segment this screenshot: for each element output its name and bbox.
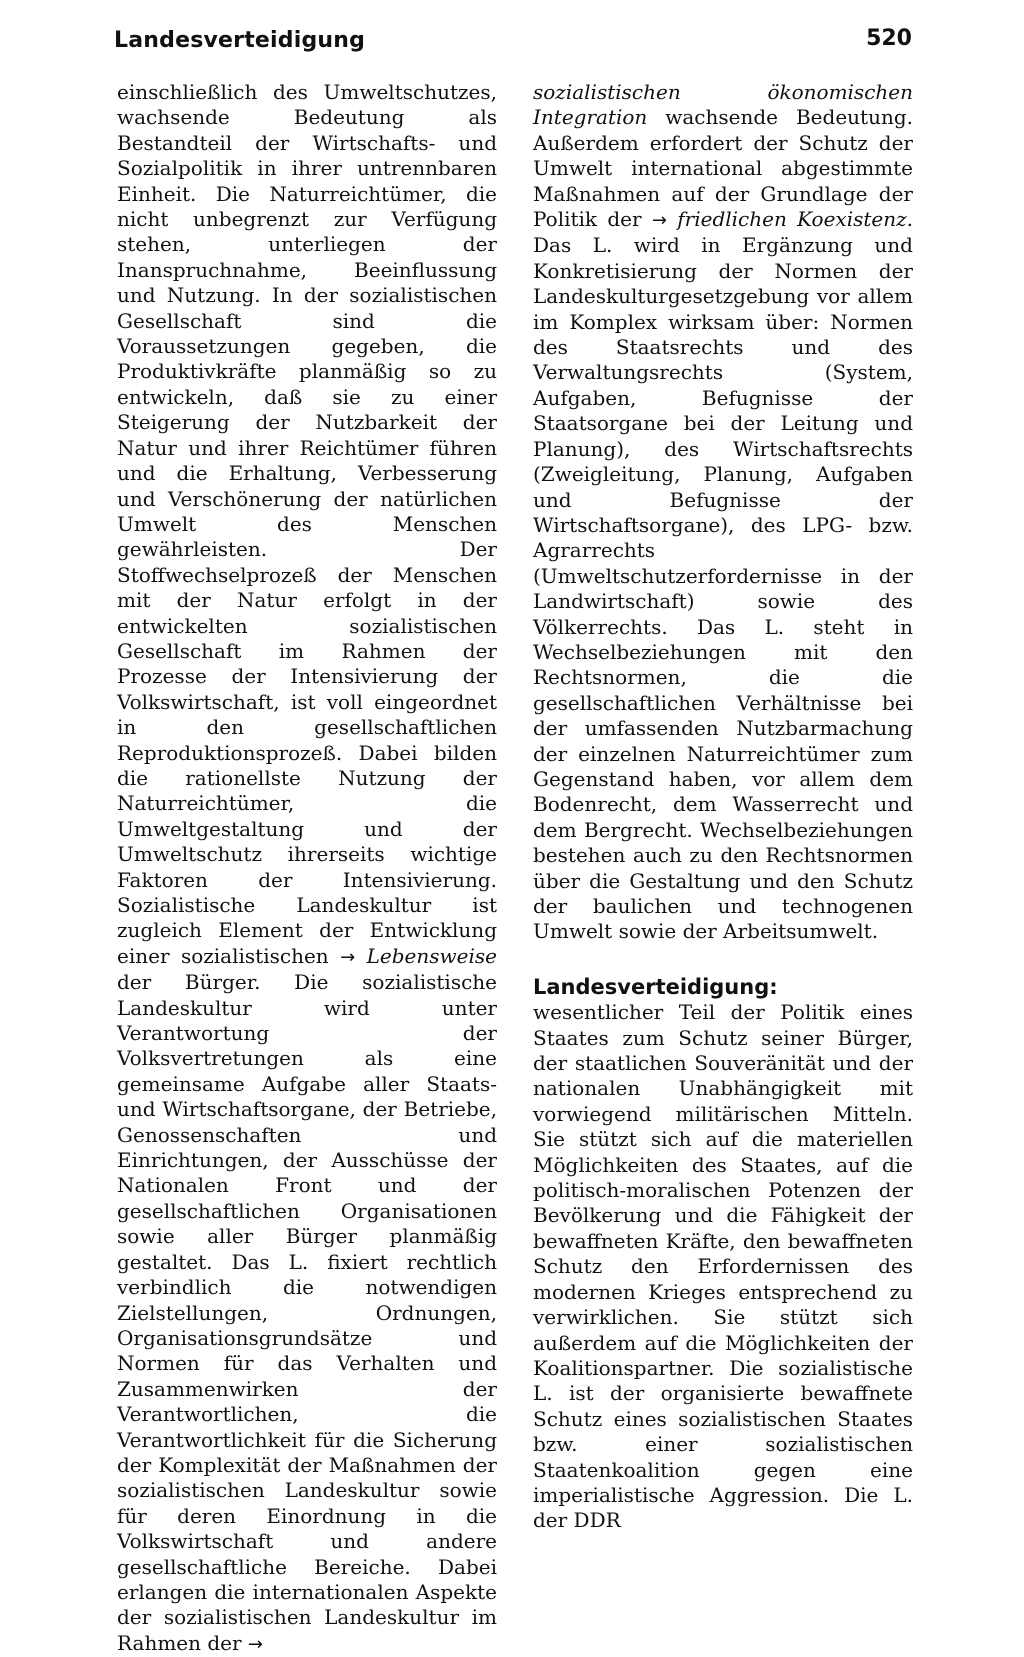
cross-reference-arrow: →: [340, 946, 356, 968]
body-text: wesentlicher Teil der Politik eines Staates zum Schutz seiner Bürger, der staatlichen Souveränität und der nationalen Unabhängigkeit mit vorwiegend militärischen Mitteln. Sie stützt sich auf die materiellen Möglichkeiten des Staates, auf die politisch-moralischen Potenzen der Bevölkerung und die Fähigkeit der bewaffneten Kräfte, den bewaffneten Schutz den Erfordernissen des modernen Krieges entsprechend zu verwirklichen. Sie stützt sich außerdem auf die Möglichkeiten der Koalitionspartner. Die sozialistische L. ist der organisierte bewaffnete Schutz eines sozialistischen Staates bzw. einer sozialistischen Staatenkoalition gegen eine imperialistische Aggression. Die L. der DDR: [533, 1000, 913, 1533]
cross-reference-term: friedlichen Koexistenz.: [677, 207, 914, 232]
body-text: Das L. wird in Ergänzung und Konkretisierung der Normen der Landeskulturgesetzgebung vor allem im Komplex wirksam über: Normen des Staatsrechts und des Verwaltungsrechts (System, Aufgaben, Befugnisse der Staatsorgane bei der Leitung und Planung), des Wirtschaftsrechts (Zweigleitung, Planung, Aufgaben und Befugnisse der Wirtschaftsorgane), des LPG- bzw. Agrarrechts (Umweltschutzerfordernisse in der Landwirtschaft) sowie des Völkerrechts. Das L. steht in Wechselbeziehungen mit den Rechtsnormen, die die gesellschaftlichen Verhältnisse bei der umfassenden Nutzbarmachung der einzelnen Naturreichtümer zum Gegenstand haben, vor allem dem Bodenrecht, dem Wasserrecht und dem Bergrecht. Wechselbeziehungen bestehen auch zu den Rechtsnormen über die Gestaltung und den Schutz der baulichen und technogenen Umwelt sowie der Arbeitsumwelt.: [533, 233, 913, 944]
entry-separator: [533, 945, 913, 975]
left-column: [117, 80, 497, 1657]
cross-reference-arrow: →: [651, 210, 667, 232]
cross-reference-term: sozialistischen ökonomischen Integration: [533, 80, 913, 130]
running-head: Landesverteidigung: [114, 28, 366, 53]
cross-reference-term: Lebensweise: [366, 943, 497, 968]
entry-continuation-paragraph: [117, 80, 497, 1657]
entry-paragraph: [533, 975, 913, 1534]
entry-headword: Landesverteidigung:: [533, 974, 778, 999]
right-column: [533, 80, 913, 1534]
body-text: der Bürger. Die sozialistische Landeskultur wird unter Verantwortung der Volksvertretungen als eine gemeinsame Aufgabe aller Staats- und Wirtschaftsorgane, der Betriebe, Genossenschaften und Einrichtungen, der Ausschüsse der Nationalen Front und der gesellschaftlichen Organisationen sowie aller Bürger planmäßig gestaltet. Das L. fixiert rechtlich verbindlich die notwendigen Zielstellungen, Ordnungen, Organisationsgrundsätze und Normen für das Verhalten und Zusammenwirken der Verantwortlichen, die Verantwortlichkeit für die Sicherung der Komplexität der Maßnahmen der sozialistischen Landeskultur sowie für deren Einordnung in die Volkswirtschaft und andere gesellschaftliche Bereiche. Dabei erlangen die internationalen Aspekte der sozialistischen Landeskultur im Rahmen der: [117, 970, 497, 1655]
cross-reference-arrow: →: [247, 1633, 264, 1655]
entry-continuation-paragraph: [533, 80, 913, 945]
body-text: einschließlich des Umweltschutzes, wachsende Bedeutung als Bestandteil der Wirtschafts- und Sozialpolitik in ihrer untrennbaren Einheit. Die Naturreichtümer, die nicht unbegrenzt zur Verfügung stehen, unterliegen der Inanspruchnahme, Beeinflussung und Nutzung. In der sozialistischen Gesellschaft sind die Voraussetzungen gegeben, die Produktivkräfte planmäßig so zu entwickeln, daß sie zu einer Steigerung der Nutzbarkeit der Natur und ihrer Reichtümer führen und die Erhaltung, Verbesserung und Verschönerung der natürlichen Umwelt des Menschen gewährleisten. Der Stoffwechselprozeß der Menschen mit der Natur erfolgt in der entwickelten sozialistischen Gesellschaft im Rahmen der Prozesse der Intensivierung der Volkswirtschaft, ist voll eingeordnet in den gesellschaftlichen Reproduktionsprozeß. Dabei bilden die rationellste Nutzung der Naturreichtümer, die Umweltgestaltung und der Umweltschutz ihrerseits wichtige Faktoren der Intensivierung. Sozialistische Landeskultur ist zugleich Element der Entwicklung einer sozialistischen: [117, 80, 497, 968]
body-text: wachsende Bedeutung. Außerdem erfordert der Schutz der Umwelt international abgestimmte Maßnahmen auf der Grundlage der Politik der: [533, 105, 913, 232]
page-number: 520: [866, 26, 912, 51]
